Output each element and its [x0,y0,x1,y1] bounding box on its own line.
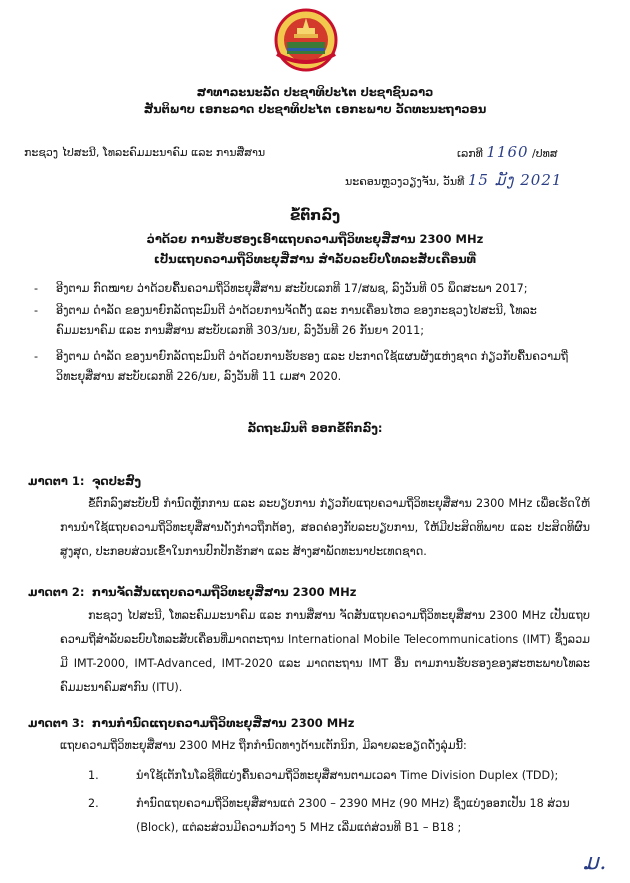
number-handwritten: 1160 [486,143,529,161]
article-label: ມາດຕາ 3: [28,716,85,730]
article-1-heading [28,474,141,488]
country-name: ສາທາລະນະລັດ ປະຊາທິປະໄຕ ປະຊາຊົນລາວ [196,85,434,99]
article-title: ຈຸດປະສົງ [92,474,141,488]
reference-text: ອີງຕາມ ກົດໝາຍ ວ່າດ້ວຍຄື້ນຄວາມຖີ່ວິທະຍຸສື່ສານ ສະບັບເລກທີ 17/ສພຊ, ລົງວັນທີ 05 ພຶດສະພາ 2017; [56,282,528,295]
national-emblem [271,8,341,72]
reference-text: ອີງຕາມ ດຳລັດ ຂອງນາຍົກລັດຖະມົນຕີ ວ່າດ້ວຍການຈັດຕັ້ງ ແລະ ການເຄື່ອນໄຫວ ຂອງກະຊວງໄປສະນີ, ໂທລະຄົມມະນາຄົມ ແລະ ການສື່ສານ ສະບັບເລກທີ 303/ນຍ, ລົງວັນທີ 26 ກັນຍາ 2011; [56,304,537,337]
article-label: ມາດຕາ 1: [28,474,85,488]
document-subtitle-2: ເປັນແຖບຄວາມຖີ່ວິທະຍຸສື່ສານ ສຳລັບລະບົບໂທລະສັບເຄື່ອນທີ່ [153,252,477,266]
article-2-heading [28,585,356,599]
national-motto: ສັນຕິພາບ ເອກະລາດ ປະຊາທິປະໄຕ ເອກະພາບ ວັດທະນະຖາວອນ [143,102,487,116]
handwritten-initial: ມ. [583,850,608,875]
document-date [345,171,562,189]
decision-heading: ລັດຖະມົນຕີ ອອກຂໍ້ຕົກລົງ: [247,421,383,435]
ministry-name: ກະຊວງ ໄປສະນີ, ໂທລະຄົມມະນາຄົມ ແລະ ການສື່ສານ [24,146,266,159]
article-3-body: ແຖບຄວາມຖີ່ວິທະຍຸສື່ສານ 2300 MHz ຖືກກຳນົດທາງດ້ານເຕັກນິກ, ມີລາຍລະອຽດດັ່ງລຸ່ມນີ້: [60,739,467,752]
reference-item: - ອີງຕາມ ດຳລັດ ຂອງນາຍົກລັດຖະມົນຕີ ວ່າດ້ວຍການຮັບຮອງ ແລະ ປະກາດໃຊ້ແຜນຜັງແຫ່ງຊາດ ກ່ຽວກັບຄື້ນຄວາມຖີ່ວິທະຍຸສື່ສານ ສະບັບເລກທີ 226/ນຍ, ລົງວັນທີ 11 ເມສາ 2020. [34,347,594,387]
article-2-body: ກະຊວງ ໄປສະນີ, ໂທລະຄົມມະນາຄົມ ແລະ ການສື່ສານ ຈັດສັນແຖບຄວາມຖີ່ວິທະຍຸສື່ສານ 2300 MHz ເປັນແຖບຄວາມຖີ່ສຳລັບລະບົບໂທລະສັບເຄື່ອນທີ່ມາດຕະຖານ International Mobile Telecommunications (IMT) ຊຶ່ງລວມມີ IMT-2000, IMT-Advanced, IMT-2020 ແລະ ມາດຕະຖານ IMT ອື່ນ ຕາມການຮັບຮອງຂອງສະຫະພາບໂທລະຄົມມະນາຄົມສາກົນ (ITU). [60,609,590,694]
date-handwritten: 15 ມັງ 2021 [467,171,563,189]
document-title: ຂໍ້ຕົກລົງ [289,208,341,224]
article-label: ມາດຕາ 2: [28,585,85,599]
document-subtitle-1: ວ່າດ້ວຍ ການຮັບຮອງເອົາແຖບຄວາມຖີ່ວິທະຍຸສື່ສານ 2300 MHz [146,232,484,246]
reference-text: ອີງຕາມ ດຳລັດ ຂອງນາຍົກລັດຖະມົນຕີ ວ່າດ້ວຍການຮັບຮອງ ແລະ ປະກາດໃຊ້ແຜນຜັງແຫ່ງຊາດ ກ່ຽວກັບຄື້ນຄວາມຖີ່ວິທະຍຸສື່ສານ ສະບັບເລກທີ 226/ນຍ, ລົງວັນທີ 11 ເມສາ 2020. [56,350,569,383]
date-label: ນະຄອນຫຼວງວຽງຈັນ, ວັນທີ [345,175,465,188]
article-title: ການກຳນົດແຖບຄວາມຖີ່ວິທະຍຸສື່ສານ 2300 MHz [92,716,355,730]
article-1-body: ຂໍ້ຕົກລົງສະບັບນີ້ ກຳນົດຫຼັກການ ແລະ ລະບຽບການ ກ່ຽວກັບແຖບຄວາມຖີ່ວິທະຍຸສື່ສານ 2300 MHz ເພື່ອເຮັດໃຫ້ການນຳໃຊ້ແຖບຄວາມຖີ່ວິທະຍຸສື່ສານດັ່ງກ່າວຖືກຕ້ອງ, ສອດຄ່ອງກັບລະບຽບການ, ໃຫ້ມີປະສິດທິພາບ ແລະ ປະສິດທິຜົນສູງສຸດ, ປະກອບສ່ວນເຂົ້າໃນການປົກປັກຮັກສາ ແລະ ສ້າງສາພັດທະນາປະເທດຊາດ. [60,497,590,558]
article-title: ການຈັດສັນແຖບຄວາມຖີ່ວິທະຍຸສື່ສານ 2300 MHz [92,585,357,599]
number-label: ເລກທີ [457,147,483,160]
number-suffix: /ປທສ [532,147,558,160]
article-3-heading [28,716,355,730]
list-item: 1. ນຳໃຊ້ເຕັກໂນໂລຊີທີ່ແບ່ງຄື້ນຄວາມຖີ່ວິທະຍຸສື່ສານຕາມເວລາ Time Division Duplex (TDD); [88,769,559,782]
document-number [457,143,558,161]
reference-item: - ອີງຕາມ ກົດໝາຍ ວ່າດ້ວຍຄື້ນຄວາມຖີ່ວິທະຍຸສື່ສານ ສະບັບເລກທີ 17/ສພຊ, ລົງວັນທີ 05 ພຶດສະພາ 2017; [34,279,594,299]
list-item: 2. ກຳນົດແຖບຄວາມຖີ່ວິທະຍຸສື່ສານແຕ່ 2300 – 2390 MHz (90 MHz) ຊຶ່ງແບ່ງອອກເປັນ 18 ສ່ວນ (Block), ແຕ່ລະສ່ວນມີຄວາມກ້ວາງ 5 MHz ເລີ່ມແຕ່ສ່ວນທີ B1 – B18 ; [88,797,570,834]
reference-item: - ອີງຕາມ ດຳລັດ ຂອງນາຍົກລັດຖະມົນຕີ ວ່າດ້ວຍການຈັດຕັ້ງ ແລະ ການເຄື່ອນໄຫວ ຂອງກະຊວງໄປສະນີ, ໂທລະຄົມມະນາຄົມ ແລະ ການສື່ສານ ສະບັບເລກທີ 303/ນຍ, ລົງວັນທີ 26 ກັນຍາ 2011; [34,301,594,341]
